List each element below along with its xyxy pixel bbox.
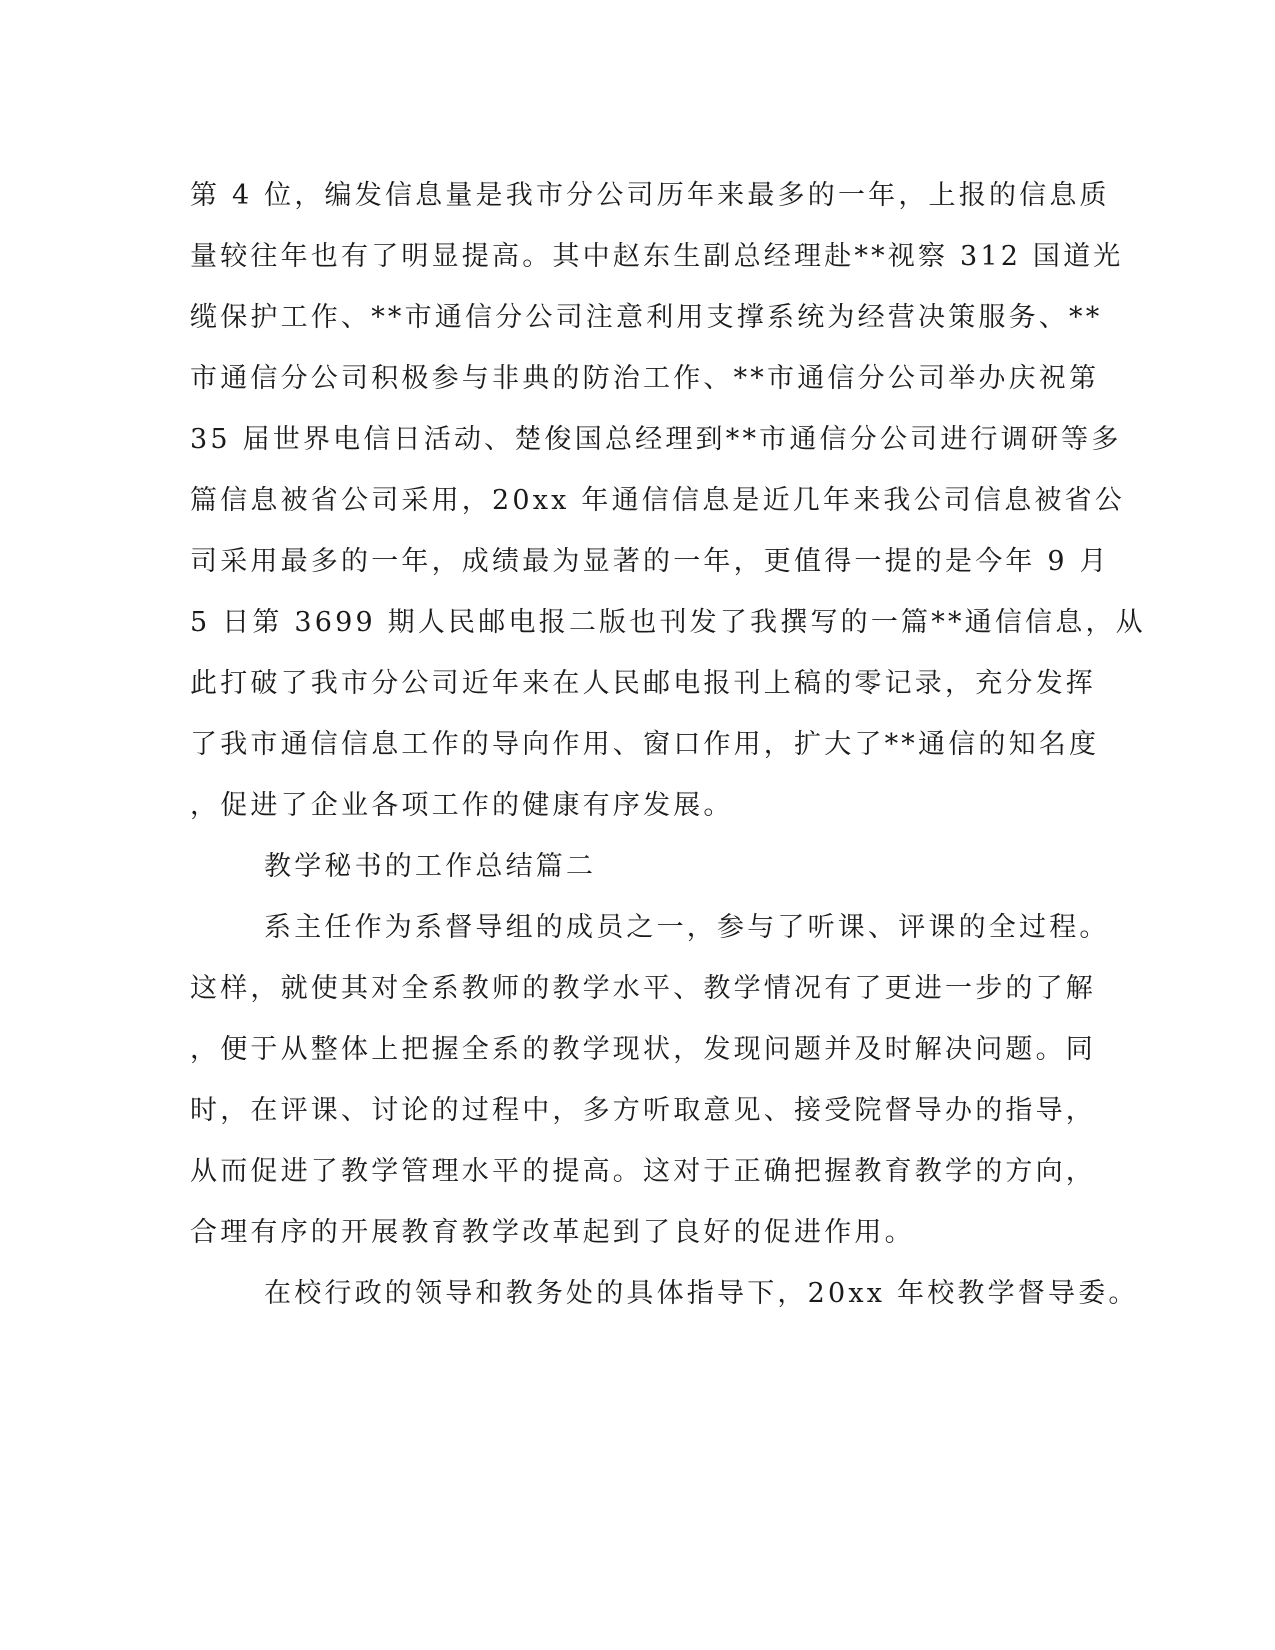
text-line: 量较往年也有了明显提高。其中赵东生副总经理赴**视察 312 国道光	[190, 241, 1124, 272]
text-line: 市通信分公司积极参与非典的防治工作、**市通信分公司举办庆祝第	[190, 363, 1100, 394]
text-line: 这样，就使其对全系教师的教学水平、教学情况有了更进一步的了解	[190, 973, 1096, 1004]
text-line: 系主任作为系督导组的成员之一，参与了听课、评课的全过程。	[264, 912, 1110, 943]
paragraph-2	[190, 897, 1110, 1263]
paragraph-3	[190, 1263, 1139, 1324]
section-title: 教学秘书的工作总结篇二	[264, 851, 597, 882]
text-line: 缆保护工作、**市通信分公司注意利用支撑系统为经营决策服务、**	[190, 302, 1103, 333]
text-line: ，便于从整体上把握全系的教学现状，发现问题并及时解决问题。同	[190, 1034, 1096, 1065]
text-line: 5 日第 3699 期人民邮电报二版也刊发了我撰写的一篇**通信信息，从	[190, 607, 1146, 638]
text-line: 了我市通信信息工作的导向作用、窗口作用，扩大了**通信的知名度	[190, 729, 1100, 760]
text-line: 篇信息被省公司采用，20xx 年通信信息是近几年来我公司信息被省公	[190, 485, 1125, 516]
text-line: 在校行政的领导和教务处的具体指导下，20xx 年校教学督导委。	[264, 1278, 1139, 1309]
text-line: 时，在评课、讨论的过程中，多方听取意见、接受院督导办的指导，	[190, 1095, 1096, 1126]
document-body	[190, 165, 1146, 1324]
text-line: 35 届世界电信日活动、楚俊国总经理到**市通信分公司进行调研等多	[190, 424, 1122, 455]
text-line: 第 4 位，编发信息量是我市分公司历年来最多的一年，上报的信息质	[190, 180, 1110, 211]
paragraph-1	[190, 165, 1146, 836]
text-line: 此打破了我市分公司近年来在人民邮电报刊上稿的零记录，充分发挥	[190, 668, 1096, 699]
text-line: ，促进了企业各项工作的健康有序发展。	[190, 790, 734, 821]
text-line: 合理有序的开展教育教学改革起到了良好的促进作用。	[190, 1217, 915, 1248]
text-line: 从而促进了教学管理水平的提高。这对于正确把握教育教学的方向，	[190, 1156, 1096, 1187]
text-line: 司采用最多的一年，成绩最为显著的一年，更值得一提的是今年 9 月	[190, 546, 1110, 577]
